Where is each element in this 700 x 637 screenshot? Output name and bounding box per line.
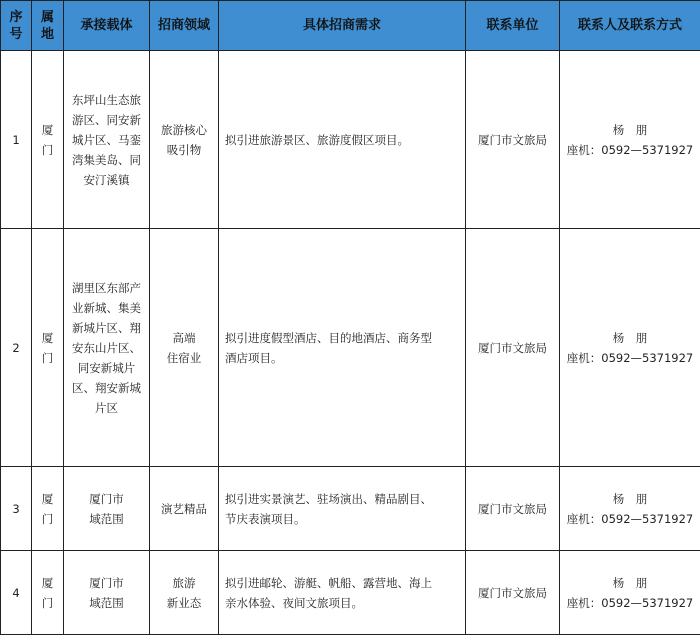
carrier-line: 厦门市 <box>89 575 124 590</box>
contact-name: 杨 朋 <box>612 491 648 506</box>
contact-phone: 座机：0592—5371927 <box>566 350 694 365</box>
row-number: 3 <box>1 467 32 551</box>
contact-phone: 座机：0592—5371927 <box>566 511 694 526</box>
row-requirement <box>219 551 466 635</box>
row-contact <box>560 467 700 551</box>
row-region <box>32 467 64 551</box>
carrier-line: 城片区、马銮 <box>72 132 141 147</box>
table-row <box>1 467 700 551</box>
requirement-line: 拟引进实景演艺、驻场演出、精品剧目、 <box>225 491 432 506</box>
row-carrier <box>64 229 150 467</box>
carrier-line: 新城片区、翔 <box>72 320 141 335</box>
row-carrier <box>64 467 150 551</box>
table-row <box>1 229 700 467</box>
row-unit: 厦门市文旅局 <box>466 229 560 467</box>
row-requirement <box>219 229 466 467</box>
header-unit: 联系单位 <box>466 1 560 51</box>
domain-line: 新业态 <box>166 595 202 610</box>
requirement-line: 亲水体验、夜间文旅项目。 <box>225 595 363 610</box>
row-requirement <box>219 51 466 229</box>
domain-line: 旅游核心 <box>161 122 207 137</box>
contact-name: 杨 朋 <box>612 330 648 345</box>
row-requirement <box>219 467 466 551</box>
region-char: 门 <box>41 350 54 365</box>
row-contact <box>560 551 700 635</box>
region-char: 门 <box>41 595 54 610</box>
header-region: 属 地 <box>32 1 64 51</box>
carrier-line: 安汀溪镇 <box>83 172 130 187</box>
domain-line: 演艺精品 <box>161 501 207 516</box>
region-char: 厦 <box>41 330 54 345</box>
region-char: 门 <box>41 511 54 526</box>
carrier-line: 安东山片区、 <box>72 340 141 355</box>
row-domain <box>150 467 219 551</box>
requirement-line: 拟引进旅游景区、旅游度假区项目。 <box>225 132 409 147</box>
row-unit: 厦门市文旅局 <box>466 51 560 229</box>
row-contact <box>560 229 700 467</box>
carrier-line: 域范围 <box>89 595 124 610</box>
row-number: 1 <box>1 51 32 229</box>
contact-name: 杨 朋 <box>612 122 648 137</box>
carrier-line: 湖里区东部产 <box>72 280 141 295</box>
row-carrier <box>64 551 150 635</box>
table-row <box>1 551 700 635</box>
carrier-line: 域范围 <box>89 511 124 526</box>
table-header-row <box>1 1 700 51</box>
row-number: 4 <box>1 551 32 635</box>
row-unit: 厦门市文旅局 <box>466 551 560 635</box>
requirement-line: 酒店项目。 <box>225 350 283 365</box>
region-char: 门 <box>41 142 54 157</box>
requirement-line: 节庆表演项目。 <box>225 511 306 526</box>
row-domain <box>150 51 219 229</box>
row-domain <box>150 229 219 467</box>
carrier-line: 游区、同安新 <box>72 112 141 127</box>
region-char: 厦 <box>41 122 54 137</box>
row-region <box>32 229 64 467</box>
carrier-line: 区、翔安新城 <box>72 380 141 395</box>
row-carrier <box>64 51 150 229</box>
row-region <box>32 551 64 635</box>
row-contact <box>560 51 700 229</box>
carrier-line: 同安新城片 <box>77 360 136 375</box>
contact-phone: 座机：0592—5371927 <box>566 595 694 610</box>
row-number: 2 <box>1 229 32 467</box>
header-no: 序 号 <box>1 1 32 51</box>
header-contact: 联系人及联系方式 <box>560 1 700 51</box>
region-char: 厦 <box>41 575 54 590</box>
contact-name: 杨 朋 <box>612 575 648 590</box>
row-region <box>32 51 64 229</box>
carrier-line: 湾集美岛、同 <box>72 152 141 167</box>
domain-line: 旅游 <box>172 575 196 590</box>
carrier-line: 片区 <box>95 400 118 415</box>
domain-line: 高端 <box>172 330 196 345</box>
region-char: 厦 <box>41 491 54 506</box>
carrier-line: 厦门市 <box>89 491 124 506</box>
header-requirement: 具体招商需求 <box>219 1 466 51</box>
requirement-line: 拟引进邮轮、游艇、帆船、露营地、海上 <box>225 575 432 590</box>
carrier-line: 业新城、集美 <box>72 300 141 315</box>
header-domain: 招商领域 <box>150 1 219 51</box>
contact-phone: 座机：0592—5371927 <box>566 142 694 157</box>
header-carrier: 承接载体 <box>64 1 150 51</box>
row-domain <box>150 551 219 635</box>
carrier-line: 东坪山生态旅 <box>72 92 141 107</box>
row-unit: 厦门市文旅局 <box>466 467 560 551</box>
domain-line: 住宿业 <box>166 350 202 365</box>
domain-line: 吸引物 <box>166 142 202 157</box>
requirement-line: 拟引进度假型酒店、目的地酒店、商务型 <box>225 330 432 345</box>
table-row <box>1 51 700 229</box>
